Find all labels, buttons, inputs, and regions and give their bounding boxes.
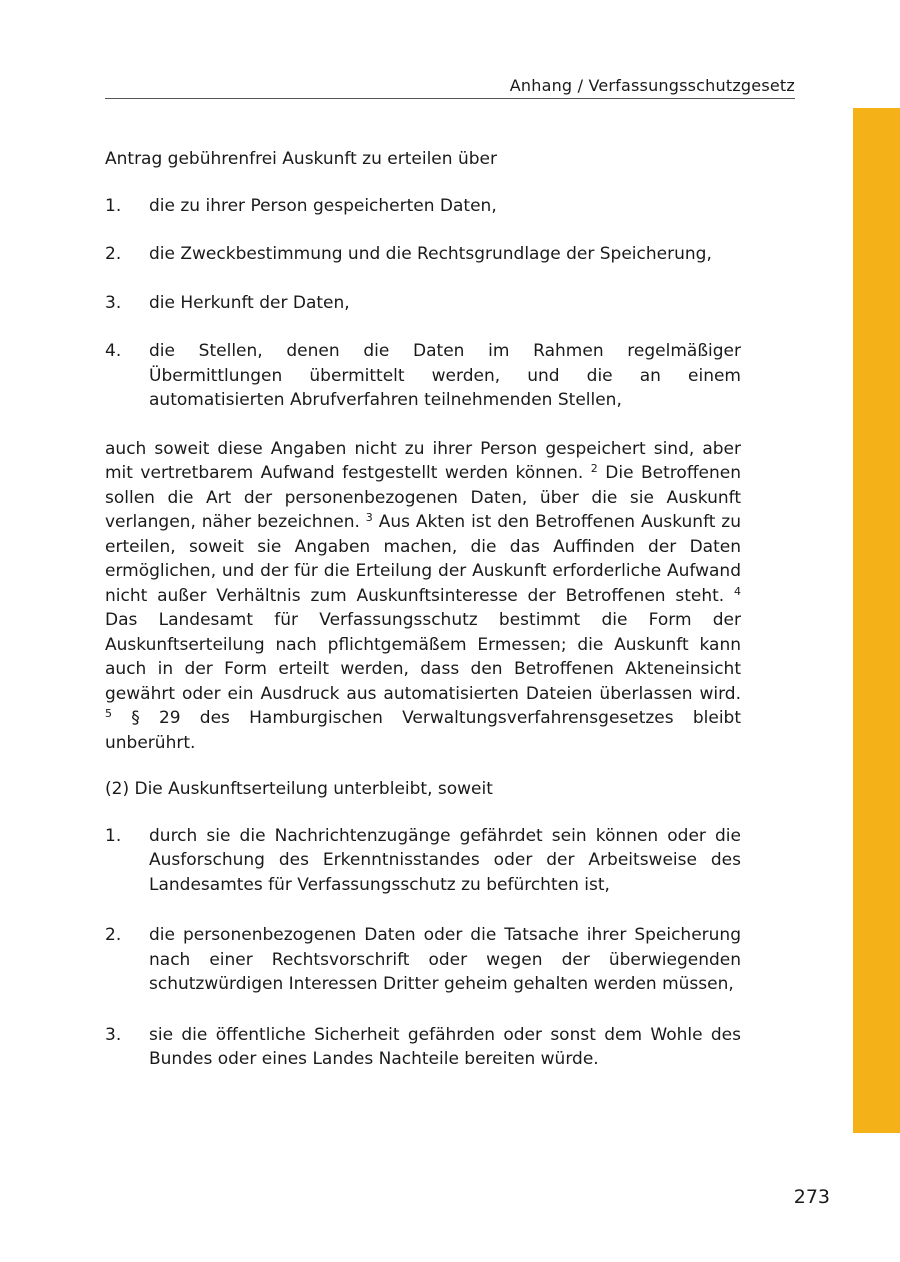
sentence-marker-3: 3 [365,511,373,524]
list-item-text: durch sie die Nachrichtenzugänge gefährdet sein können oder die Ausforschung des Erkenntnisstandes oder der Arbeitsweise des Landesamtes für Verfassungsschutz zu befürchten ist, [149,825,741,895]
sentence-marker-5: 5 [105,707,112,720]
sentence-marker-2: 2 [590,462,598,475]
list-exceptions [105,824,741,1072]
list-item-text: die Herkunft der Daten, [149,292,350,313]
list-item [105,291,741,316]
list-item [105,242,741,267]
body-paragraph [105,437,741,756]
list-item [105,824,741,898]
list-item-number: 2. [105,925,122,945]
list-item-text: sie die öffentliche Sicherheit gefährden oder sonst dem Wohle des Bundes oder eines Landes Nachteile bereiten würde. [149,1024,741,1069]
sentence-5: § 29 des Hamburgischen Verwaltungsverfahrensgesetzes bleibt unberührt. [105,708,742,753]
list-item-number: 3. [105,292,122,313]
list-rights [105,194,741,413]
section-tab-marker [853,108,900,1133]
list-item-text: die Zweckbestimmung und die Rechtsgrundlage der Speicherung, [149,244,712,264]
list-item-text: die personenbezogenen Daten oder die Tatsache ihrer Speicherung nach einer Rechtsvorschrift oder wegen der überwiegenden schutzwürdigen Interessen Dritter geheim gehalten werden müssen, [149,925,741,994]
sentence-3: Aus Akten ist den Betroffenen Auskunft zu erteilen, soweit sie Angaben machen, die das Auffinden der Daten ermöglichen, und der für die Erteilung der Auskunft erforderliche Aufwand nicht außer Verhältnis zum Auskunftsinteresse der Betroffenen steht. [105,512,742,606]
list-item-number: 1. [105,825,122,846]
header-rule [105,98,795,99]
list-item [105,923,741,997]
list-item-number: 2. [105,244,122,264]
section-2-heading: (2) Die Auskunftserteilung unterbleibt, soweit [105,779,493,799]
sentence-4: Das Landesamt für Verfassungsschutz bestimmt die Form der Auskunftserteilung nach pflichtgemäßem Ermessen; die Auskunft kann auch in der Form erteilt werden, dass den Betroffenen Akteneinsicht gewährt oder ein Ausdruck aus automatisierten Dateien überlassen wird. [105,610,741,704]
list-item-text: die Stellen, denen die Daten im Rahmen regelmäßiger Übermittlungen übermittelt werden, und die an einem automatisierten Abrufverfahren teilnehmenden Stellen, [149,341,741,410]
intro-paragraph: Antrag gebührenfrei Auskunft zu erteilen über [105,149,497,169]
page-content [105,147,741,1072]
list-item-number: 1. [105,195,122,216]
list-item [105,1023,741,1072]
list-item-number: 3. [105,1024,122,1045]
list-item-text: die zu ihrer Person gespeicherten Daten, [149,195,497,216]
page-number: 273 [793,1186,830,1208]
list-item [105,194,741,219]
sentence-1: auch soweit diese Angaben nicht zu ihrer Person gespeichert sind, aber mit vertretbarem Aufwand festgestellt werden können. [105,438,741,483]
list-item-number: 4. [105,341,122,361]
sentence-2: Die Betroffenen sollen die Art der personenbezogenen Daten, über die sie Auskunft verlangen, näher bezeichnen. [105,463,741,532]
list-item [105,339,741,413]
sentence-marker-4: 4 [734,584,741,598]
running-header: Anhang / Verfassungsschutzgesetz [509,76,795,95]
